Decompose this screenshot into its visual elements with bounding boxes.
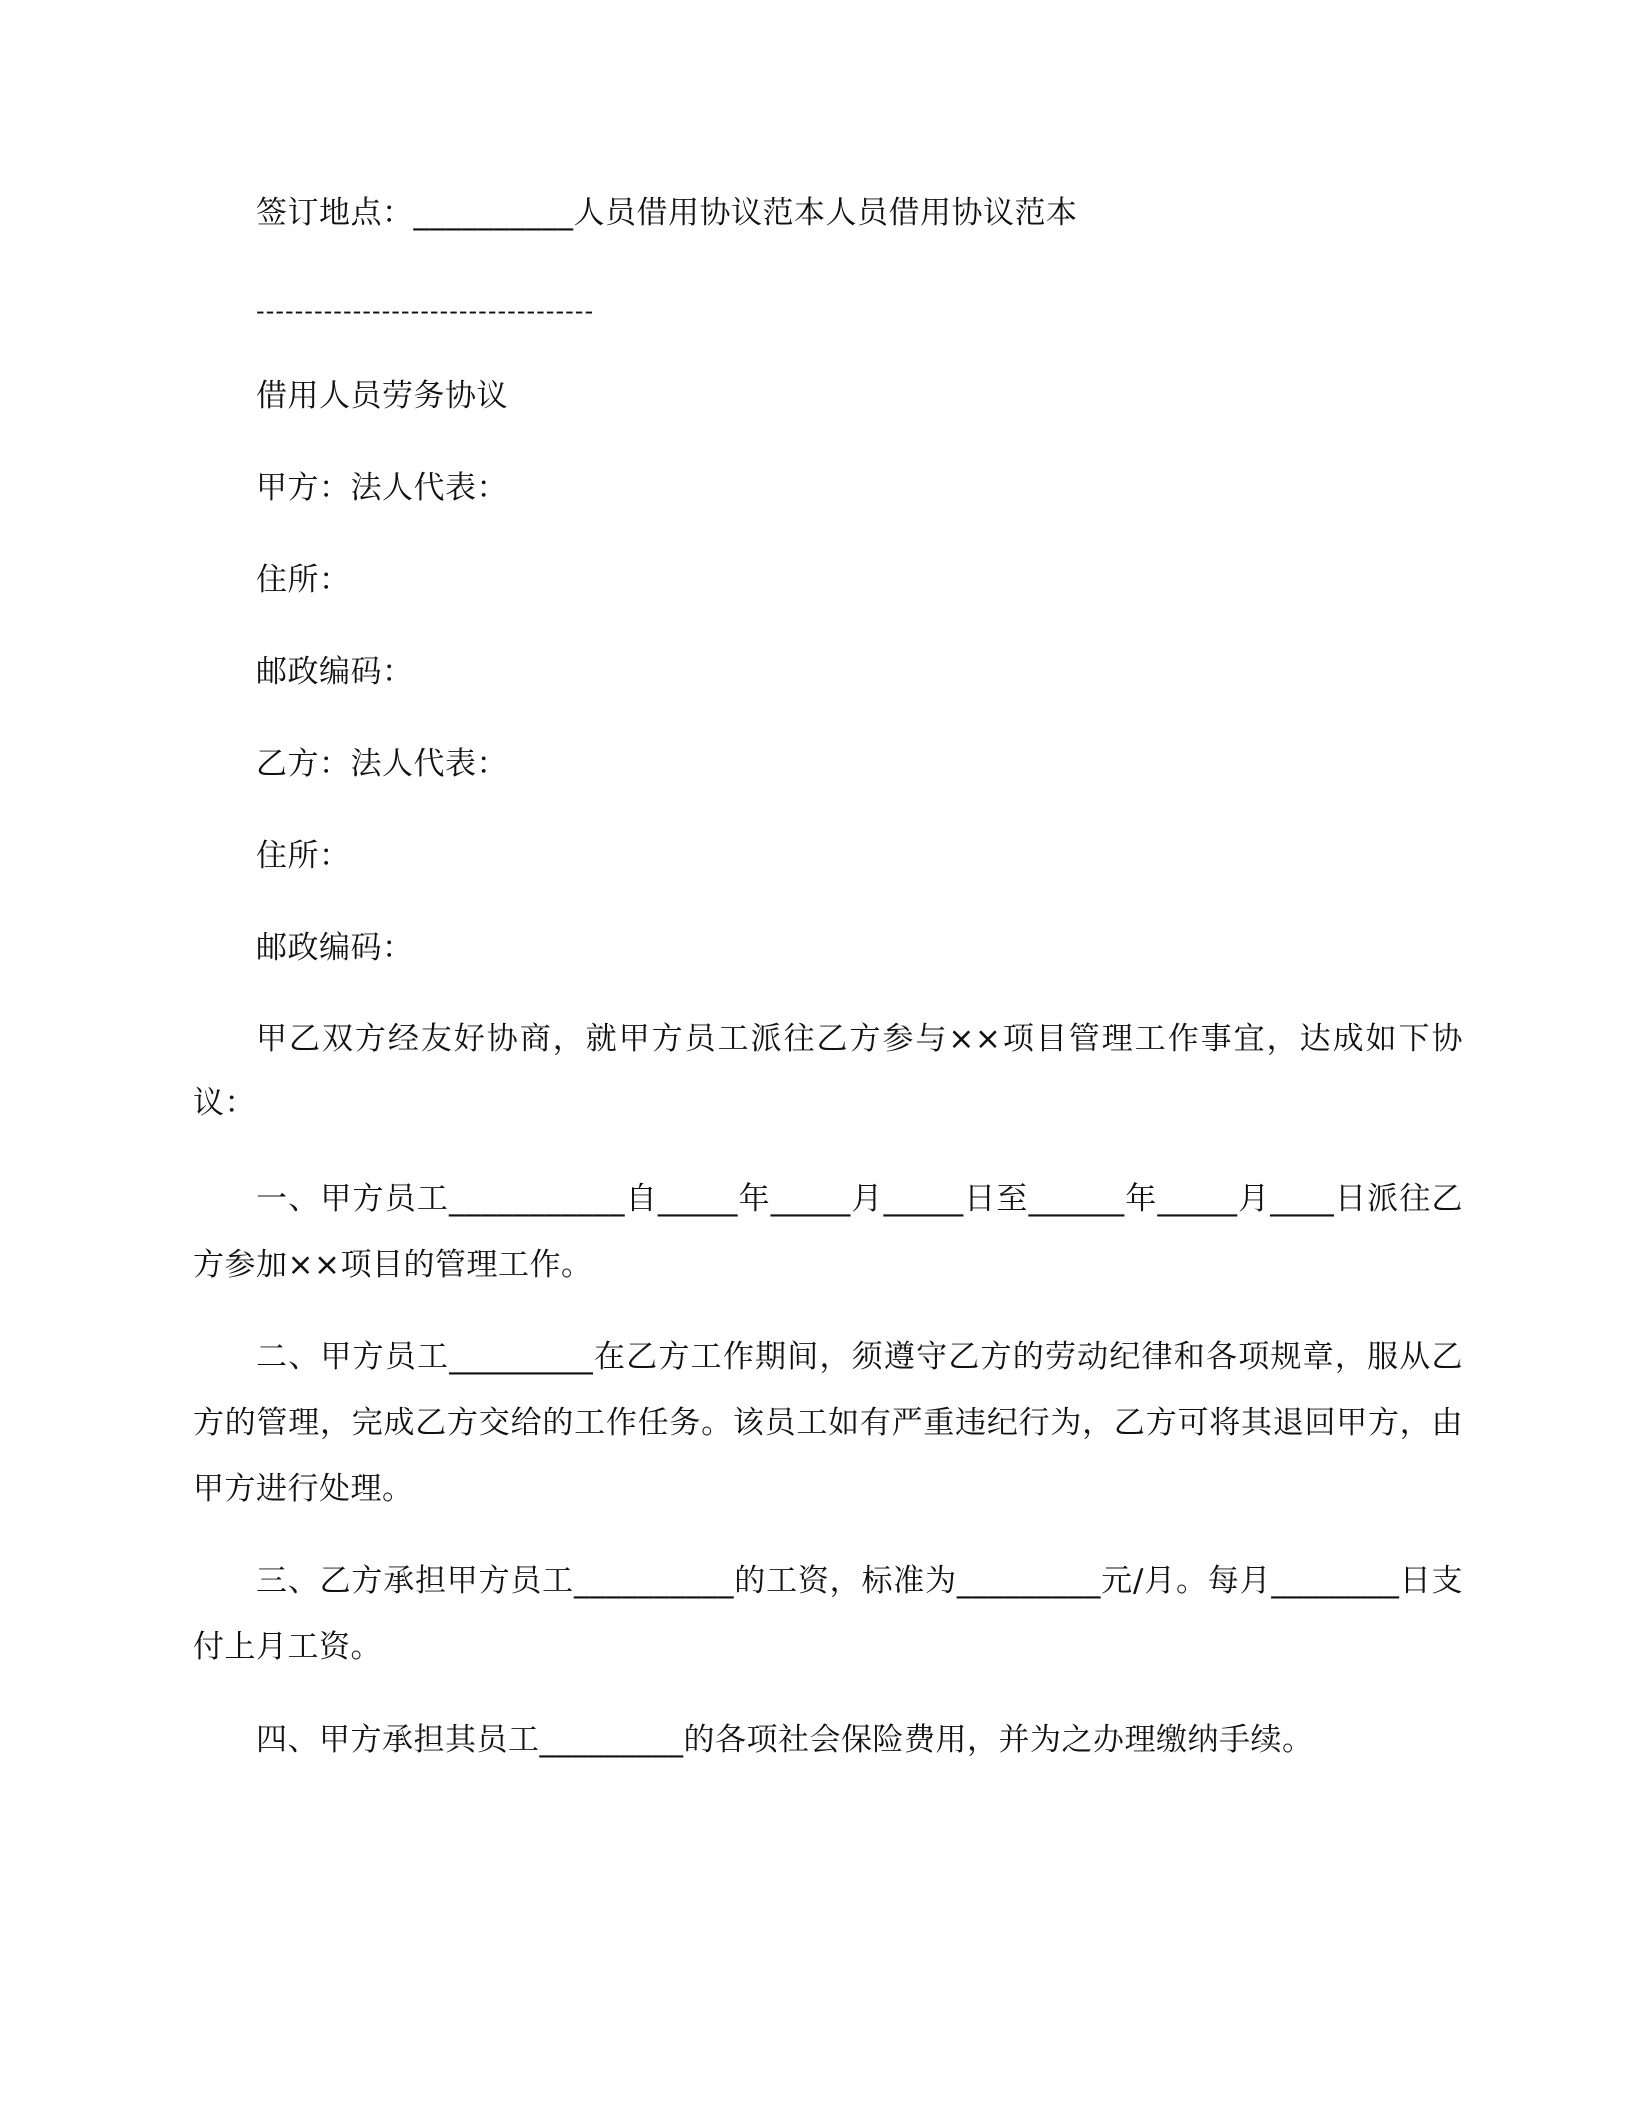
clause-2-paragraph: 二、甲方员工_________在乙方工作期间，须遵守乙方的劳动纪律和各项规章，服从乙方的管理，完成乙方交给的工作任务。该员工如有严重违纪行为，乙方可将其退回甲方，由甲方进行处理。	[193, 1339, 1463, 1507]
party-b-postcode: 邮政编码：	[256, 930, 414, 966]
clause-4-paragraph: 四、甲方承担其员工_________的各项社会保险费用，并为之办理缴纳手续。	[256, 1722, 1314, 1758]
clause-1-paragraph: 一、甲方员工___________自_____年_____月_____日至______年_____月____日派往乙方参加××项目的管理工作。	[193, 1181, 1463, 1283]
party-b-representative: 乙方：法人代表：	[256, 746, 508, 782]
party-a-representative: 甲方：法人代表：	[256, 470, 508, 506]
party-a-address: 住所：	[256, 562, 351, 598]
party-a-postcode: 邮政编码：	[256, 654, 414, 690]
divider-line: -----------------------------------	[256, 297, 595, 325]
preamble-paragraph: 甲乙双方经友好协商，就甲方员工派往乙方参与××项目管理工作事宜，达成如下协议：	[193, 1021, 1463, 1121]
document-title: 借用人员劳务协议	[256, 378, 508, 414]
clause-3-paragraph: 三、乙方承担甲方员工__________的工资，标准为_________元/月。每月________日支付上月工资。	[193, 1563, 1463, 1665]
party-b-address: 住所：	[256, 838, 351, 874]
signing-place-line: 签订地点：__________人员借用协议范本人员借用协议范本	[256, 195, 1078, 231]
